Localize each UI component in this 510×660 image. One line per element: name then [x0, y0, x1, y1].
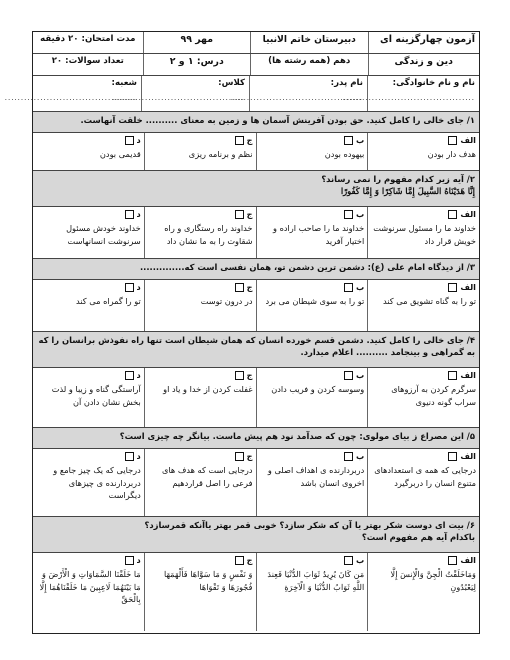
- q6-option-c[interactable]: [144, 553, 256, 631]
- q1-option-c-label: ج: [246, 135, 253, 145]
- checkbox-icon[interactable]: [235, 210, 244, 219]
- q1-option-b-text: بیهوده بودن: [324, 149, 365, 160]
- q6-option-b-text: مَن كَانَ يُرِيدُ ثَوَابَ الدُّنْيَا فَعِندَ اللَّهِ ثَوَابُ الدُّنْيَا وَ الْآخِرَةِ: [267, 569, 365, 592]
- q5-option-c[interactable]: [144, 449, 256, 516]
- q6-option-d-label: د: [136, 555, 141, 565]
- q1-option-a-label: الف: [460, 135, 476, 145]
- branch-dots: .........................................: [4, 93, 137, 102]
- checkbox-icon[interactable]: [125, 210, 134, 219]
- lesson: درس: ۱ و ۲: [143, 54, 251, 75]
- q2-option-d[interactable]: [33, 207, 144, 258]
- checkbox-icon[interactable]: [448, 556, 457, 565]
- checkbox-icon[interactable]: [448, 136, 457, 145]
- q2-option-a-text: خداوند ما را مسئول سرنوشت خویش قرار داد: [373, 223, 476, 246]
- q2-option-c-label: ج: [246, 209, 253, 219]
- q6-option-a-text: وَمَاخَلَقْتُ الْجِنَّ وَالْإِنسَ إِلَّا لِيَعْبُدُونِ: [390, 569, 476, 592]
- checkbox-icon[interactable]: [235, 283, 244, 292]
- question-3-options: [33, 280, 479, 332]
- q5-option-a-text: درجایی که همه ی استعدادهای متنوع انسان را دربرگیرد: [374, 465, 476, 488]
- q4-option-a-text: سرگرم کردن به آرزوهای سراب گونه دنیوی: [391, 384, 476, 407]
- q4-option-a[interactable]: [367, 368, 479, 427]
- q5-option-b-label: ب: [356, 451, 365, 461]
- checkbox-icon[interactable]: [344, 371, 353, 380]
- header-row-2: [33, 54, 479, 76]
- q6-option-b[interactable]: [256, 553, 368, 631]
- student-name-label: نام و نام خانوادگی:: [392, 78, 475, 88]
- checkbox-icon[interactable]: [125, 556, 134, 565]
- q5-option-a-label: الف: [460, 451, 476, 461]
- question-1-text: ۱/ جای خالی را کامل کنید. حق بودن آفرینش آسمان ها و زمین به معنای .......... خلقت آنهاست.: [80, 115, 475, 125]
- q2-option-b-label: ب: [356, 209, 365, 219]
- q2-option-d-label: د: [136, 209, 141, 219]
- exam-month: مهر ۹۹: [143, 32, 251, 53]
- q3-option-d[interactable]: [33, 280, 144, 331]
- grade: دهم (همه رشته ها): [250, 54, 367, 75]
- question-4: [33, 332, 479, 368]
- checkbox-icon[interactable]: [448, 283, 457, 292]
- checkbox-icon[interactable]: [235, 136, 244, 145]
- question-5-options: [33, 449, 479, 517]
- checkbox-icon[interactable]: [125, 283, 134, 292]
- q6-option-c-text: وَ نَفْسٍ وَ مَا سَوَّاهَا فَأَلْهَمَهَا فُجُورَهَا وَ تَقْوَاهَا: [163, 569, 253, 592]
- question-4-text: ۴/ جای خالی را کامل کنید. دشمن قسم خورده انسان که همان شیطان است تنها راه نفوذش برانسان را که به گمراهی و بینجامد .......... اعلام میدارد.: [38, 335, 475, 358]
- q3-option-b-label: ب: [356, 282, 365, 292]
- q4-option-c-label: ج: [246, 370, 253, 380]
- q4-option-c[interactable]: [144, 368, 256, 427]
- q5-option-d-text: درجایی که یک چیز جامع و دربردارنده ی چیزهای دیگراست: [53, 465, 141, 500]
- checkbox-icon[interactable]: [344, 556, 353, 565]
- q1-option-c-text: نظم و برنامه ریزی: [188, 149, 253, 160]
- student-info-row: [4, 76, 479, 112]
- checkbox-icon[interactable]: [125, 371, 134, 380]
- q1-option-b[interactable]: [256, 133, 368, 170]
- checkbox-icon[interactable]: [448, 371, 457, 380]
- q6-option-c-label: ج: [246, 555, 253, 565]
- q5-option-d[interactable]: [33, 449, 144, 516]
- checkbox-icon[interactable]: [448, 210, 457, 219]
- q4-option-b-text: وسوسه کردن و فریب دادن: [271, 384, 365, 395]
- q2-option-c-text: خداوند راه رستگاری و راه شقاوت را به ما نشان داد: [164, 223, 253, 246]
- header-row-1: [33, 32, 479, 54]
- q1-option-d-text: قدیمی بودن: [99, 149, 141, 160]
- checkbox-icon[interactable]: [235, 452, 244, 461]
- q1-option-a-text: هدف دار بودن: [427, 149, 476, 160]
- q3-option-b[interactable]: [256, 280, 368, 331]
- q1-option-d-label: د: [136, 135, 141, 145]
- q1-option-c[interactable]: [144, 133, 256, 170]
- checkbox-icon[interactable]: [344, 283, 353, 292]
- q6-option-b-label: ب: [356, 555, 365, 565]
- q3-option-a-text: تو را به گناه تشویق می کند: [383, 296, 476, 307]
- checkbox-icon[interactable]: [125, 136, 134, 145]
- q5-option-d-label: د: [136, 451, 141, 461]
- q4-option-d-label: د: [136, 370, 141, 380]
- q3-option-b-text: تو را به سوی شیطان می برد: [265, 296, 365, 307]
- question-3-text: ۳/ از دیدگاه امام علی (ع): دشمن ترین دشمن تو، همان نفسی است که..............: [139, 262, 475, 272]
- class-label: کلاس:: [218, 78, 245, 88]
- question-1-options: [33, 133, 479, 171]
- exam-sheet: [4, 31, 480, 634]
- q4-option-c-text: غفلت کردن از خدا و یاد او: [163, 384, 253, 395]
- q3-option-d-label: د: [136, 282, 141, 292]
- question-6-prompt: باکدام آیه هم مفهوم است؟: [361, 532, 475, 543]
- checkbox-icon[interactable]: [344, 136, 353, 145]
- q4-option-b[interactable]: [256, 368, 368, 427]
- q4-option-a-label: الف: [460, 370, 476, 380]
- checkbox-icon[interactable]: [344, 452, 353, 461]
- q3-option-c[interactable]: [144, 280, 256, 331]
- checkbox-icon[interactable]: [125, 452, 134, 461]
- q2-option-b-text: خداوند ما را صاحب اراده و اختیار آفرید: [273, 223, 365, 246]
- question-6: [33, 517, 479, 553]
- question-4-options: [33, 368, 479, 428]
- q4-option-d-text: آراستگی گناه و زیبا و لذت بخش نشان دادن آن: [51, 384, 141, 407]
- father-name-label: نام پدر:: [330, 78, 363, 88]
- question-count: تعداد سوالات: ۲۰: [51, 56, 124, 66]
- q5-option-c-text: درجایی است که هدف های فرعی را اصل قراردهیم: [162, 465, 253, 488]
- checkbox-icon[interactable]: [448, 452, 457, 461]
- q2-option-c[interactable]: [144, 207, 256, 258]
- q2-option-d-text: خداوند خودش مسئول سرنوشت انسانهاست: [66, 223, 141, 246]
- exam-duration: مدت امتحان: ۲۰ دقیقه: [40, 34, 136, 44]
- question-2-options: [33, 207, 479, 259]
- class-dots: .........................................: [112, 93, 245, 102]
- q3-option-c-label: ج: [246, 282, 253, 292]
- checkbox-icon[interactable]: [235, 556, 244, 565]
- question-5: [33, 428, 479, 449]
- branch-label: شعبه:: [111, 78, 137, 88]
- question-2: [33, 171, 479, 207]
- question-3: [33, 259, 479, 280]
- q5-option-b-text: دربردارنده ی اهداف اصلی و اخروی انسان باشد: [267, 465, 365, 488]
- school-name: دبیرستان خاتم الانبیا: [250, 32, 367, 53]
- question-1: [33, 112, 479, 133]
- q6-option-d-text: مَا خَلَقْنَا السَّمَاوَاتِ وَ الْأَرْضَ وَ مَا بَيْنَهُمَا لَاعِبِينَ مَا خَلَقْنَاهُمَا إِلَّا بِالْحَقِّ: [39, 569, 141, 604]
- q4-option-d[interactable]: [33, 368, 144, 427]
- q6-option-a-label: الف: [460, 555, 476, 565]
- q1-option-d[interactable]: [33, 133, 144, 170]
- q3-option-c-text: در درون توست: [200, 296, 253, 307]
- question-6-text: ۶/ بیت ای دوست شکر بهتر یا آن که شکر سازد؟ خوبی قمر بهتر یاآنکه قمرسازد؟: [144, 520, 475, 530]
- student-name-dots: .........................................: [342, 93, 475, 102]
- q5-option-b[interactable]: [256, 449, 368, 516]
- checkbox-icon[interactable]: [344, 210, 353, 219]
- q3-option-d-text: تو را گمراه می کند: [76, 296, 141, 307]
- q2-option-a[interactable]: [367, 207, 479, 258]
- question-5-text: ۵/ این مصراع ز بیای مولوی: چون که صدآمد نود هم پیش ماست. بیانگر چه چیزی است؟: [119, 431, 475, 441]
- q5-option-c-label: ج: [246, 451, 253, 461]
- question-2-text: ۲/ آیه زیر کدام مفهوم را نمی رساند؟: [321, 174, 475, 184]
- question-6-options: [33, 553, 479, 631]
- branch-field[interactable]: [4, 76, 141, 111]
- checkbox-icon[interactable]: [235, 371, 244, 380]
- q6-option-a[interactable]: [367, 553, 479, 631]
- q3-option-a[interactable]: [367, 280, 479, 331]
- exam-title: آزمون چهارگزینه ای: [368, 32, 480, 53]
- subject: دین و زندگی: [368, 54, 480, 75]
- q2-option-a-label: الف: [460, 209, 476, 219]
- question-2-verse: إِنَّا هَدَيْنَاهُ السَّبِيلَ إِمَّا شَاكِرًا وَ إِمَّا كَفُورًا: [340, 186, 475, 197]
- q2-option-b[interactable]: [256, 207, 368, 258]
- q1-option-a[interactable]: [367, 133, 479, 170]
- q5-option-a[interactable]: [367, 449, 479, 516]
- q1-option-b-label: ب: [356, 135, 365, 145]
- q4-option-b-label: ب: [356, 370, 365, 380]
- q6-option-d[interactable]: [33, 553, 144, 631]
- q3-option-a-label: الف: [460, 282, 476, 292]
- father-name-dots: .........................................: [230, 93, 363, 102]
